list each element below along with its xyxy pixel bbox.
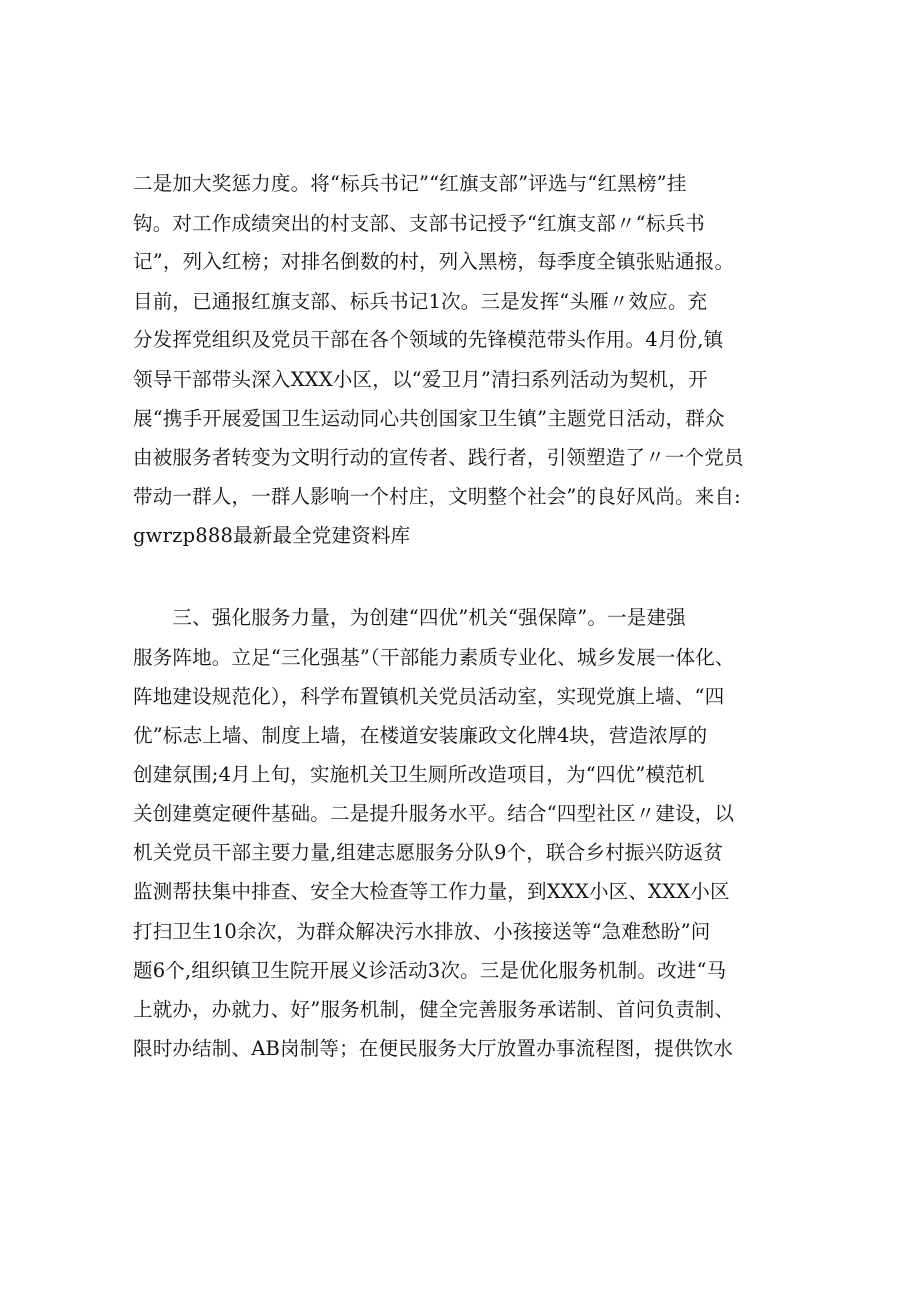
text-line: 分发挥党组织及党员干部在各个领域的先锋模范带头作用。4月份,镇: [133, 328, 724, 351]
text-line: 限时办结制、AB岗制等；在便民服务大厅放置办事流程图，提供饮水: [133, 1037, 734, 1060]
text-line: 展“携手开展爱国卫生运动同心共创国家卫生镇”主题党日活动，群众: [133, 407, 725, 430]
text-line: 机关党员干部主要力量,组建志愿服务分队9个，联合乡村振兴防返贫: [133, 841, 724, 864]
text-line: 题6个,组织镇卫生院开展义诊活动3次。三是优化服务机制。改进“马: [133, 959, 727, 982]
text-line: 记”，列入红榜；对排名倒数的村，列入黑榜，每季度全镇张贴通报。: [133, 250, 735, 273]
text-line: 钩。对工作成绩突出的村支部、支部书记授予“红旗支部〃“标兵书: [133, 212, 705, 235]
text-line: 监测帮扶集中排查、安全大检查等工作力量，到XXX小区、XXX小区: [133, 880, 730, 903]
text-line: gwrzp888最新最全党建资料库: [133, 524, 411, 547]
text-line: 带动一群人，一群人影响一个村庄，文明整个社会”的良好风尚。来自:: [133, 485, 741, 508]
text-line: 二是加大奖惩力度。将“标兵书记”“红旗支部”评选与“红黑榜”挂: [133, 172, 687, 195]
text-line: 阵地建设规范化），科学布置镇机关党员活动室，实现党旗上墙、“四: [133, 685, 725, 708]
text-line: 领导干部带头深入XXX小区，以“爱卫月”清扫系列活动为契机，开: [133, 368, 708, 391]
text-line: 由被服务者转变为文明行动的宣传者、践行者，引领塑造了〃一个党员: [133, 446, 744, 469]
text-line: 上就办，办就力、好”服务机制，健全完善服务承诺制、首问负责制、: [133, 998, 735, 1021]
text-line: 三、强化服务力量，为创建“四优”机关“强保障”。一是建强: [133, 606, 686, 629]
text-line: 目前，已通报红旗支部、标兵书记1次。三是发挥“头雁〃效应。充: [133, 290, 708, 313]
text-line: 打扫卫生10余次，为群众解决污水排放、小孩接送等“急难愁盼”问: [133, 920, 711, 943]
text-line: 服务阵地。立足“三化强基”（干部能力素质专业化、城乡发展一体化、: [133, 646, 735, 669]
text-line: 关创建奠定硬件基础。二是提升服务水平。结合“四型社区〃建设，以: [133, 802, 735, 825]
text-line: 优”标志上墙、制度上墙，在楼道安装廉政文化牌4块，营造浓厚的: [133, 724, 708, 747]
text-line: 创建氛围;4月上旬，实施机关卫生厕所改造项目，为“四优”模范机: [133, 763, 705, 786]
